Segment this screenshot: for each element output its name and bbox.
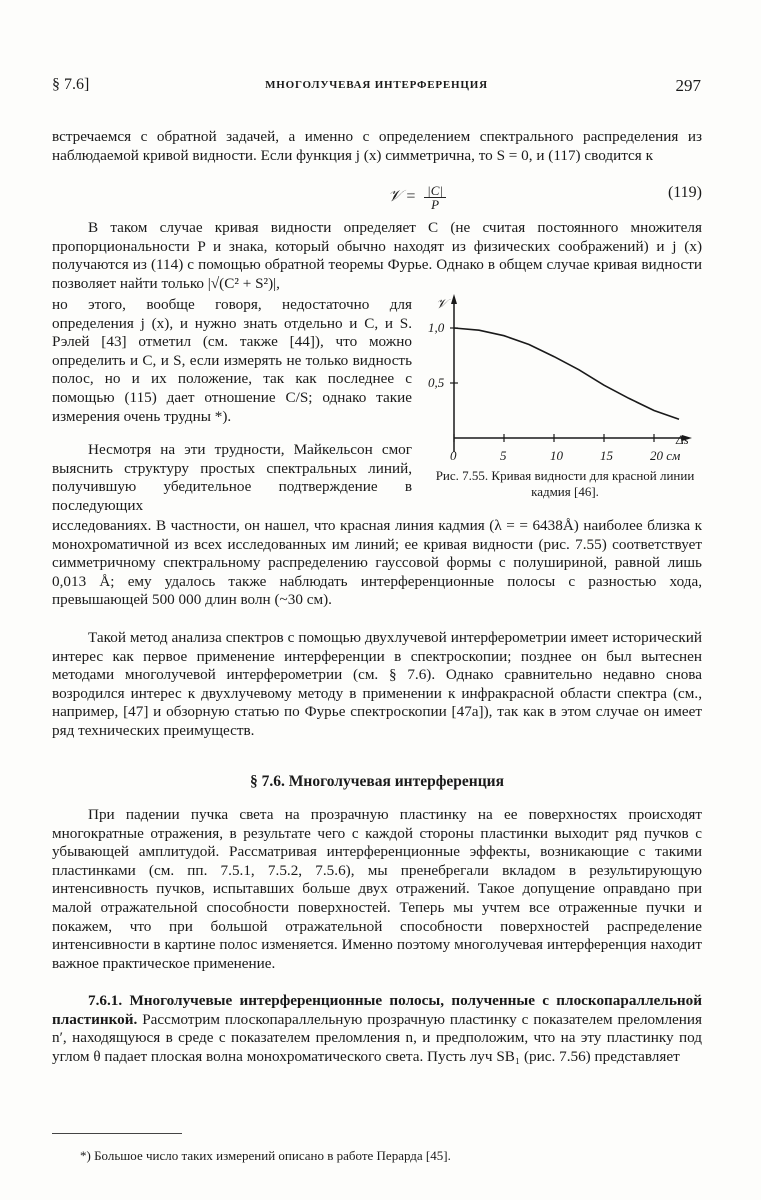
y-tick-label: 1,0 xyxy=(428,320,445,335)
formula-body xyxy=(388,184,446,211)
paragraph-6: Такой метод анализа спектров с помощью двухлучевой интерферометрии имеет исторический интерес как первое применение интерференции в спектроскопии; позднее он был вытеснен методами многолучевой интерферометрии (см. § 7.6). Однако сравнительно недавно снова возродился интерес к двухлучевому методу в применении к инфракрасной области спектра (см., например, [47] и обзорную статью по Фурье спектроскопии [47а]), так как в этом случае он имеет ряд технических преимуществ. xyxy=(52,629,702,739)
formula-numerator: |C| xyxy=(424,184,446,198)
section-heading: § 7.6. Многолучевая интерференция xyxy=(250,773,504,790)
x-tick-label: 0 xyxy=(450,448,457,463)
footnote: *) Большое число таких измерений описано в работе Перарда [45]. xyxy=(80,1148,451,1163)
formula-fraction xyxy=(424,184,446,211)
page-header xyxy=(52,76,701,98)
y-tick-label: 0,5 xyxy=(428,375,445,390)
paragraph-1: встречаемся с обратной задачей, а именно с определением спектрального распределения из наблюдаемой кривой видности. Если функция j (x) симметрична, то S = 0, и (117) сводится к xyxy=(52,128,702,164)
y-axis-label: 𝒱 xyxy=(436,296,447,311)
running-title: МНОГОЛУЧЕВАЯ ИНТЕРФЕРЕНЦИЯ xyxy=(265,79,488,91)
paragraph-7: При падении пучка света на прозрачную пластинку на ее поверхностях происходят многократные отражения, в результате чего с каждой стороны пластинки выходит ряд пучков с убывающей амплитудой. Рассматривая интерференционные эффекты, возникающие с такими пластинками (см. пп. 7.5.1, 7.5.2, 7.5.6), мы пренебрегали вкладом в результирующую интенсивность пучков, испытавших больше двух отражений. Такое допущение оправдано при малой отражательной способности поверхностей. Теперь мы учтем все отраженные пучки и покажем, что при большой отражательной способности поверхностей распределение интенсивности в картине полос изменяется. Именно поэтому многолучевая интерференция находит важное практическое применение. xyxy=(52,806,702,972)
paragraph-3: но этого, вообще говоря, недостаточно для определения j (x), и нужно знать отдельно и C, и S. Рэлей [43] отметил (см. также [44]), что можно определить и C, и S, если измерять не только видность полос, но и их положение, так как последнее с помощью (115) дает отношение C/S; однако такие измерения очень трудны *). xyxy=(52,296,412,425)
x-tick-label: 5 xyxy=(500,448,507,463)
footnote-rule xyxy=(52,1133,182,1134)
paragraph-8-body: Рассмотрим плоскопараллельную прозрачную пластинку с показателем преломления n′, находящуюся в среде с показателем преломления n, и предположим, что на эту пластинку под углом θ падает плоская волна монохроматического света. Пусть луч SB₁ (рис. 7.56) представляет xyxy=(52,1010,703,1065)
x-axis-label: Δs xyxy=(676,432,689,447)
subsection-heading: 7.6.1. Многолучевые интерференционные полосы, полученные с плоскопараллельной пластинкой. xyxy=(52,992,702,1028)
page-number: 297 xyxy=(675,76,701,95)
formula-number: (119) xyxy=(667,184,702,201)
x-tick-label: 15 xyxy=(600,448,613,463)
y-axis-arrow xyxy=(451,294,457,304)
figure-7-55 xyxy=(424,292,714,506)
x-tick-label: 20 см xyxy=(650,448,681,463)
paragraph-8 xyxy=(52,992,702,1066)
paragraph-5: исследованиях. В частности, он нашел, что красная линия кадмия (λ = = 6438Å) наиболее близка к монохроматичной из всех исследованных им линий; ее кривая видности (рис. 7.55) соответствует симметричному спектральному распределению гауссовой формы с полушириной, равной лишь 0,013 Å; ему удалось также наблюдать интерференционные полосы с разностью хода, превышающей 500 000 длин волн (~30 см). xyxy=(52,517,702,609)
header-section: § 7.6] xyxy=(52,76,90,93)
paragraph-2: В таком случае кривая видности определяет C (не считая постоянного множителя пропорциональности P и знака, который обычно находят из физических соображений) и j (x) получаются из (114) с помощью обратной теоремы Фурье. Однако в общем случае кривая видности позволяет найти только |√(C² + S²)|, xyxy=(52,219,702,292)
figure-caption: Рис. 7.55. Кривая видности для красной линии кадмия [46]. xyxy=(435,468,695,499)
visibility-curve xyxy=(454,328,679,419)
formula-119 xyxy=(52,180,702,214)
formula-lhs: 𝒱 = xyxy=(388,188,417,206)
paragraph-4: Несмотря на эти трудности, Майкельсон смог выяснить структуру простых спектральных линий, получившую убедительное подтверждение в последующих xyxy=(52,441,412,514)
formula-denominator: P xyxy=(431,197,440,212)
x-tick-label: 10 xyxy=(550,448,563,463)
visibility-chart xyxy=(424,292,714,468)
